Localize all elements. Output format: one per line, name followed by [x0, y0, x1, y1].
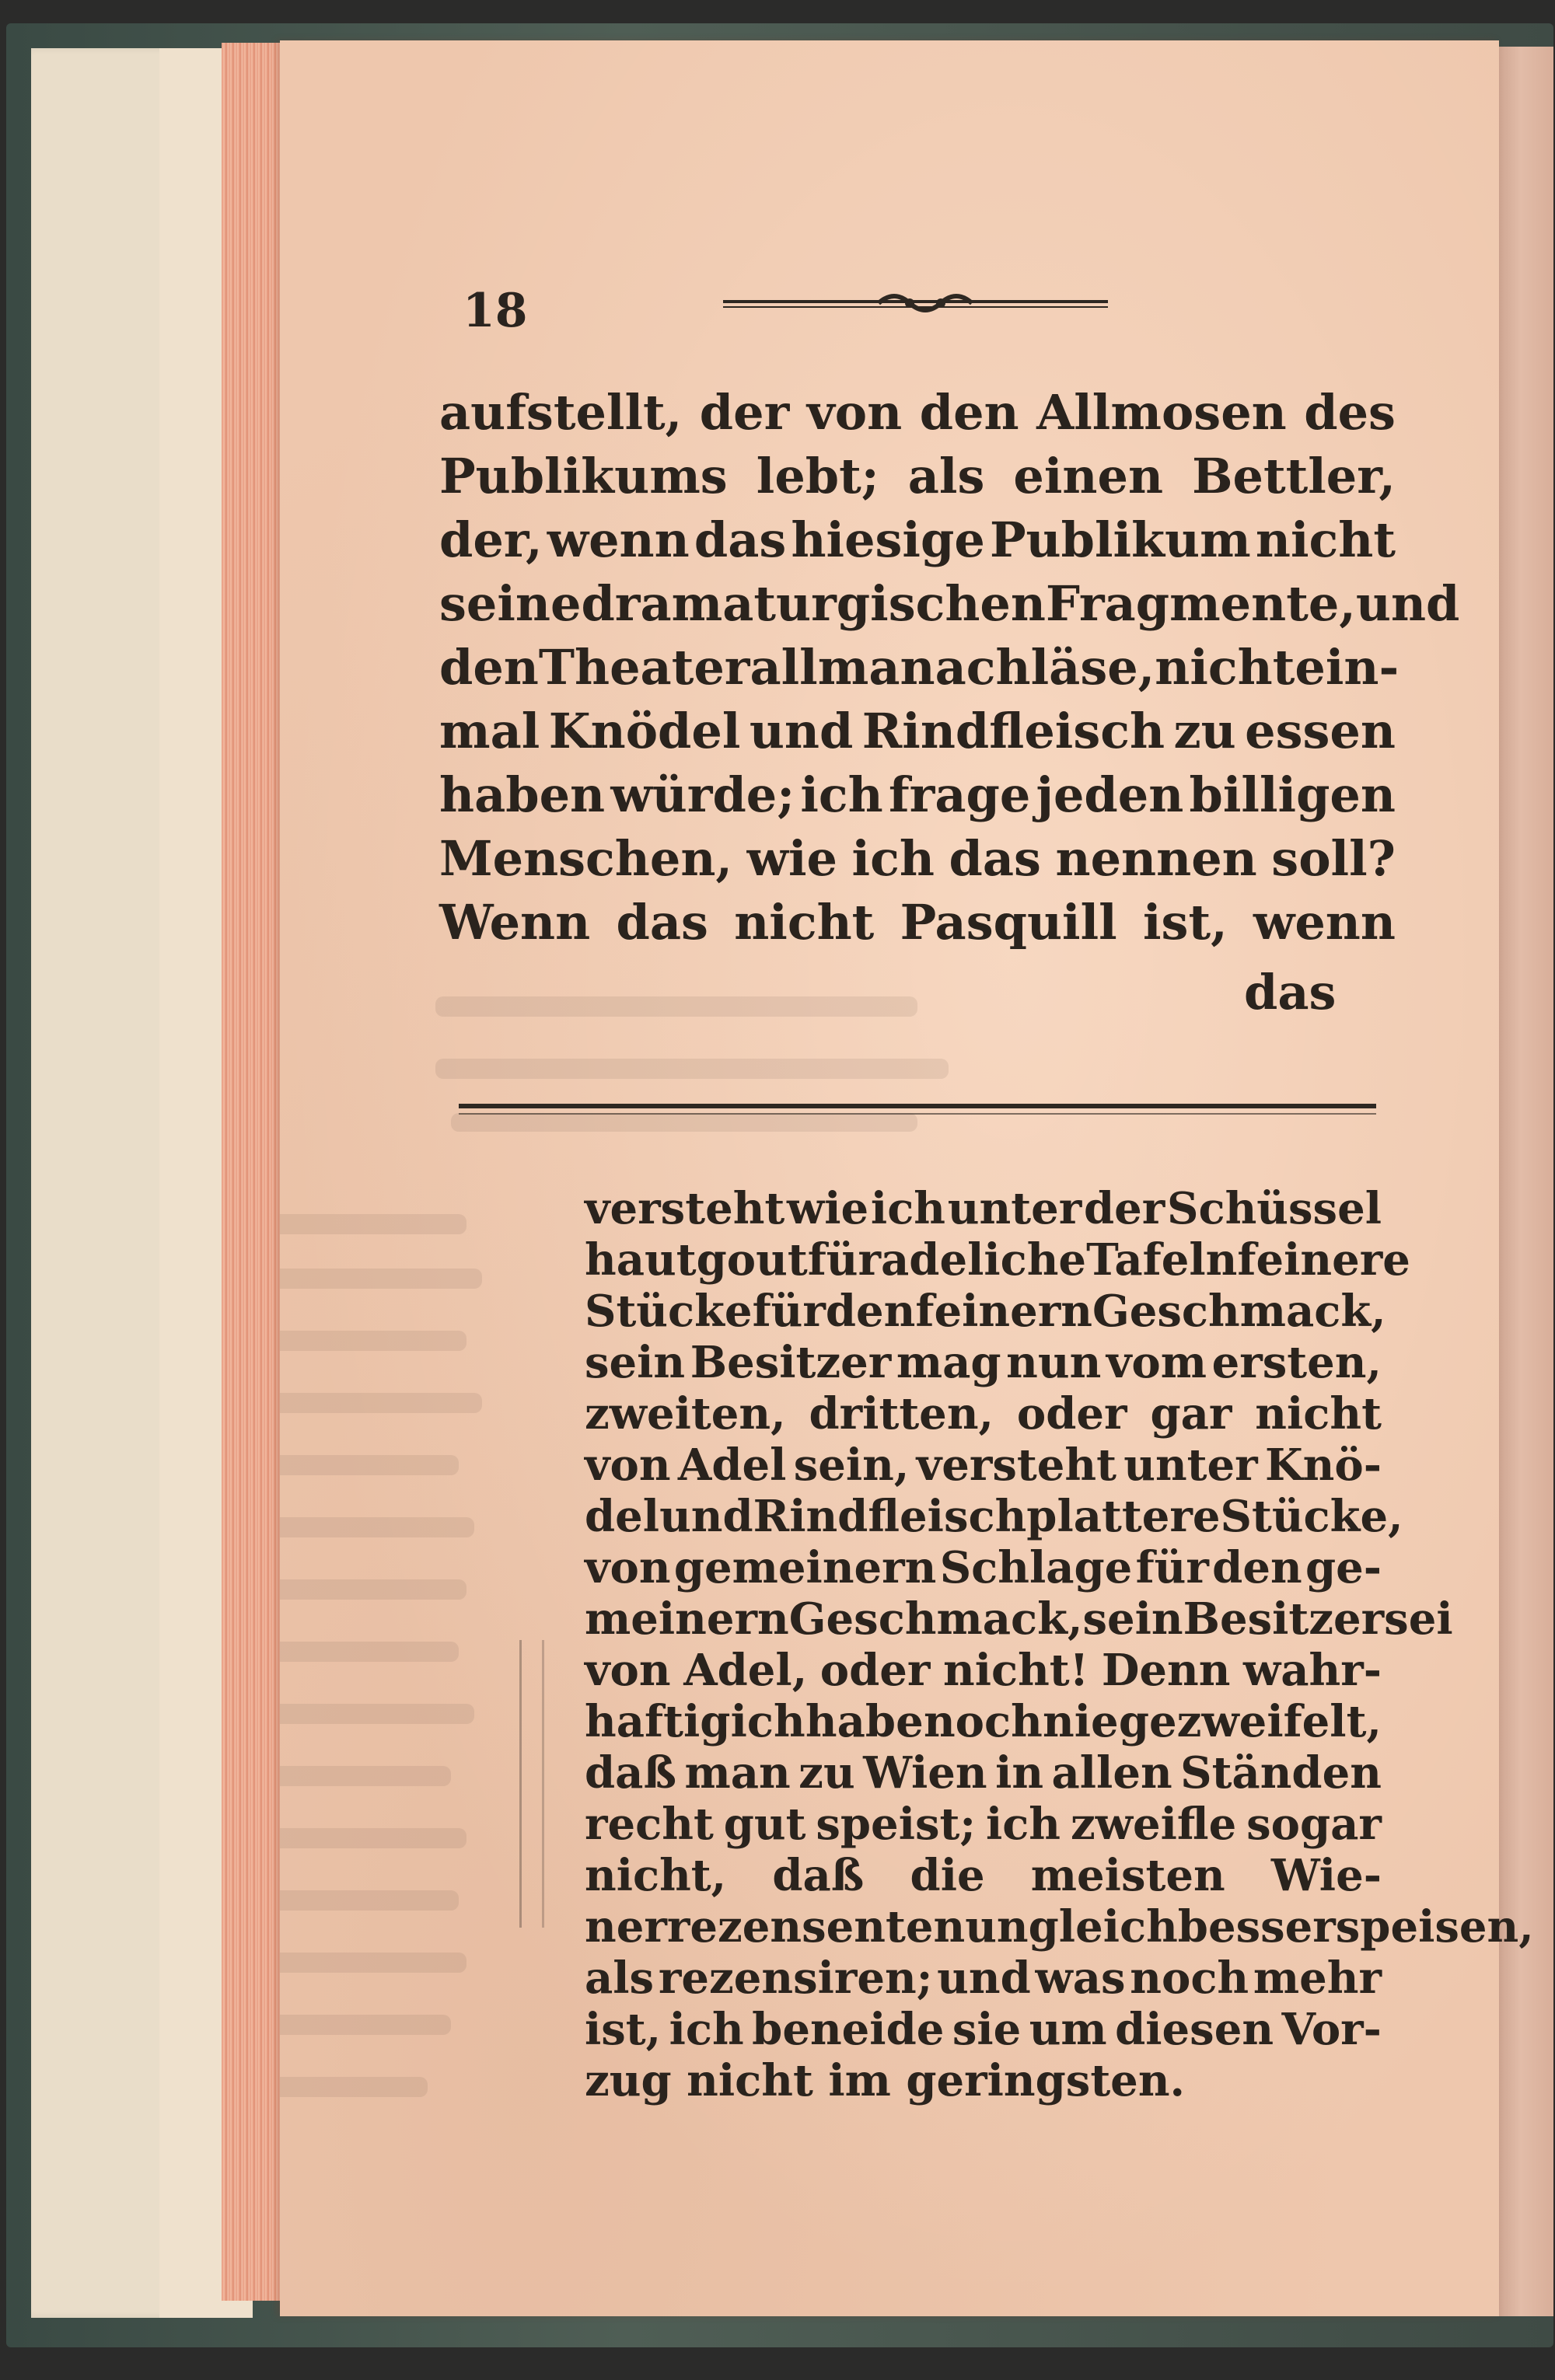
- footnote-separator: [459, 1104, 1376, 1108]
- footnote-line: [585, 1440, 1382, 1491]
- word: von: [806, 384, 903, 441]
- footnote-line: zug nicht im geringsten.: [585, 2055, 1186, 2106]
- word: nicht: [734, 894, 875, 951]
- text-line: [439, 763, 1396, 827]
- word: noch: [1130, 1953, 1249, 2004]
- word: sogar: [1246, 1799, 1382, 1850]
- word: gezweifelt,: [1118, 1696, 1382, 1747]
- word: der: [1083, 1183, 1165, 1234]
- word: einen: [1013, 448, 1164, 504]
- text-line: [439, 636, 1400, 700]
- main-text: [439, 381, 1460, 954]
- word: würde;: [610, 766, 795, 823]
- word: wenn: [547, 511, 690, 568]
- footnote-line: [585, 1337, 1382, 1388]
- word: del: [585, 1491, 660, 1542]
- word: sein: [585, 1337, 686, 1388]
- word: allen: [1051, 1747, 1172, 1799]
- word: ge-: [1305, 1542, 1382, 1593]
- word: recht: [585, 1799, 714, 1850]
- footnote-line: [585, 1850, 1382, 1901]
- word: unter: [947, 1183, 1082, 1234]
- word: ich: [985, 1799, 1061, 1850]
- word: und: [1355, 575, 1460, 632]
- word: Vor-: [1281, 2004, 1382, 2055]
- word: habe: [805, 1696, 924, 1747]
- word: den: [825, 1286, 916, 1337]
- word: plattere: [1026, 1491, 1221, 1542]
- footnote-line: [585, 1593, 1453, 1645]
- word: von: [585, 1645, 671, 1696]
- word: der: [699, 384, 790, 441]
- footnote-line: [585, 1388, 1382, 1440]
- word: meisten: [1030, 1850, 1225, 1901]
- word: Denn: [1101, 1645, 1231, 1696]
- word: Tafeln: [1086, 1234, 1238, 1286]
- margin-annotation-mark: [519, 1640, 544, 1928]
- word: wie: [746, 830, 837, 887]
- word: Besitzer: [1183, 1593, 1385, 1645]
- word: feinern: [915, 1286, 1092, 1337]
- word: haut: [585, 1234, 697, 1286]
- word: für: [1135, 1542, 1209, 1593]
- word: Wie-: [1270, 1850, 1382, 1901]
- word: gar: [1150, 1388, 1232, 1440]
- catchword: das: [1244, 964, 1337, 1021]
- word: von: [585, 1440, 671, 1491]
- word: haftig: [585, 1696, 731, 1747]
- word: Stücke: [585, 1286, 753, 1337]
- word: adeliche: [881, 1234, 1087, 1286]
- word: zweifle: [1070, 1799, 1237, 1850]
- word: seine: [439, 575, 582, 632]
- word: gemeinern: [673, 1542, 937, 1593]
- page-number: 18: [463, 284, 528, 338]
- text-line: [439, 700, 1396, 763]
- word: die: [910, 1850, 985, 1901]
- word: ein-: [1295, 639, 1400, 696]
- word: meinern: [585, 1593, 789, 1645]
- footnote-line: [585, 1799, 1382, 1850]
- word: Bettler,: [1192, 448, 1396, 504]
- word: frage: [888, 766, 1031, 823]
- word: wahr-: [1243, 1645, 1382, 1696]
- word: Knödel: [548, 703, 741, 759]
- word: jeden: [1036, 766, 1184, 823]
- word: oder: [819, 1645, 931, 1696]
- word: nicht: [1155, 639, 1295, 696]
- word: aufstellt,: [439, 384, 683, 441]
- word: Geschmack,: [788, 1593, 1083, 1645]
- word: rezensiren;: [658, 1953, 933, 2004]
- word: in: [995, 1747, 1044, 1799]
- word: daß: [585, 1747, 676, 1799]
- word: Geschmack,: [1092, 1286, 1386, 1337]
- word: Menschen,: [439, 830, 732, 887]
- word: gout: [696, 1234, 808, 1286]
- word: sein,: [793, 1440, 910, 1491]
- word: wenn: [1253, 894, 1396, 951]
- word: sei: [1384, 1593, 1453, 1645]
- word: Adel,: [683, 1645, 808, 1696]
- footnote-line: [585, 1183, 1382, 1234]
- word: um: [1029, 2004, 1107, 2055]
- text-line: [439, 445, 1396, 508]
- word: essen: [1245, 703, 1396, 759]
- facing-page-edge: [1497, 47, 1553, 2316]
- word: zu: [1173, 703, 1236, 759]
- footnote-line: [585, 1645, 1382, 1696]
- word: Wien: [863, 1747, 987, 1799]
- footnote-line: [585, 1234, 1410, 1286]
- word: Publikum: [989, 511, 1251, 568]
- word: des: [1304, 384, 1396, 441]
- footnote-line: [585, 2004, 1382, 2055]
- word: gut: [723, 1799, 806, 1850]
- footnote-line: [585, 1491, 1403, 1542]
- word: nicht!: [943, 1645, 1089, 1696]
- footnote-line: [585, 1286, 1386, 1337]
- word: Theaterallmanach: [538, 639, 1031, 696]
- word: wie: [787, 1183, 869, 1234]
- word: ich: [669, 2004, 744, 2055]
- text-line: [439, 508, 1396, 572]
- text-line: [439, 891, 1396, 954]
- word: dramaturgischen: [581, 575, 1046, 632]
- word: nicht: [1255, 1388, 1382, 1440]
- word: nennen: [1055, 830, 1257, 887]
- word: dritten,: [809, 1388, 994, 1440]
- footnote-line: [585, 1696, 1382, 1747]
- word: Fragmente,: [1045, 575, 1356, 632]
- word: das: [694, 511, 787, 568]
- word: speist;: [816, 1799, 977, 1850]
- word: Knö-: [1264, 1440, 1382, 1491]
- word: das: [949, 830, 1041, 887]
- word: Wenn: [439, 894, 591, 951]
- word: läse,: [1030, 639, 1155, 696]
- word: soll?: [1271, 830, 1396, 887]
- word: sie: [952, 2004, 1022, 2055]
- word: billigen: [1189, 766, 1396, 823]
- word: oder: [1016, 1388, 1127, 1440]
- word: nerrezensenten: [585, 1901, 966, 1953]
- word: ich: [870, 1183, 946, 1234]
- word: als: [907, 448, 985, 504]
- word: Ständen: [1180, 1747, 1382, 1799]
- word: als: [585, 1953, 655, 2004]
- word: ist,: [1142, 894, 1228, 951]
- word: Publikums: [439, 448, 728, 504]
- text-line: [439, 381, 1396, 445]
- footnote-line: [585, 1953, 1382, 2004]
- word: haben: [439, 766, 606, 823]
- word: und: [659, 1491, 753, 1542]
- word: den: [919, 384, 1019, 441]
- word: für: [807, 1234, 881, 1286]
- word: Stücke,: [1220, 1491, 1403, 1542]
- word: beneide: [752, 2004, 945, 2055]
- word: mehr: [1253, 1953, 1382, 2004]
- word: sein: [1082, 1593, 1183, 1645]
- word: ich: [851, 830, 935, 887]
- word: ungleich: [965, 1901, 1178, 1953]
- word: den: [439, 639, 539, 696]
- word: Schüssel: [1167, 1183, 1382, 1234]
- word: Pasquill: [900, 894, 1117, 951]
- footnote-text: [585, 1183, 1534, 2106]
- footnote-line: [585, 1901, 1534, 1953]
- word: unter: [1123, 1440, 1258, 1491]
- word: ist,: [585, 2004, 662, 2055]
- word: Schlage: [939, 1542, 1133, 1593]
- word: Rindfleisch: [753, 1491, 1027, 1542]
- footnote-separator-thin: [459, 1113, 1376, 1115]
- word: noch: [923, 1696, 1043, 1747]
- word: nicht,: [585, 1850, 727, 1901]
- word: und: [749, 703, 854, 759]
- word: von: [585, 1542, 671, 1593]
- header-ornament-rule: [723, 288, 1108, 319]
- word: nicht: [1255, 511, 1396, 568]
- word: lebt;: [756, 448, 879, 504]
- word: ich: [800, 766, 883, 823]
- word: vom: [1106, 1337, 1207, 1388]
- word: mal: [439, 703, 540, 759]
- word: und: [937, 1953, 1031, 2004]
- word: was: [1035, 1953, 1126, 2004]
- word: mag: [896, 1337, 1001, 1388]
- word: speisen,: [1335, 1901, 1534, 1953]
- word: Adel: [677, 1440, 787, 1491]
- word: feinere: [1237, 1234, 1410, 1286]
- word: versteht: [585, 1183, 785, 1234]
- word: zweiten,: [585, 1388, 786, 1440]
- word: besser: [1177, 1901, 1336, 1953]
- text-line: [439, 572, 1460, 636]
- word: versteht: [916, 1440, 1116, 1491]
- word: daß: [772, 1850, 865, 1901]
- word: das: [616, 894, 708, 951]
- footnote-line: [585, 1747, 1382, 1799]
- word: ersten,: [1211, 1337, 1382, 1388]
- word: hiesige: [791, 511, 985, 568]
- word: für: [752, 1286, 826, 1337]
- word: den: [1212, 1542, 1302, 1593]
- word: nie: [1043, 1696, 1119, 1747]
- text-line: [439, 827, 1396, 891]
- word: man: [684, 1747, 791, 1799]
- footnote-line: [585, 1542, 1382, 1593]
- word: diesen: [1115, 2004, 1274, 2055]
- word: ich: [730, 1696, 805, 1747]
- word: Allmosen: [1036, 384, 1287, 441]
- word: Rindfleisch: [861, 703, 1165, 759]
- word: Besitzer: [690, 1337, 892, 1388]
- word: nun: [1006, 1337, 1102, 1388]
- word: zu: [798, 1747, 855, 1799]
- word: der,: [439, 511, 543, 568]
